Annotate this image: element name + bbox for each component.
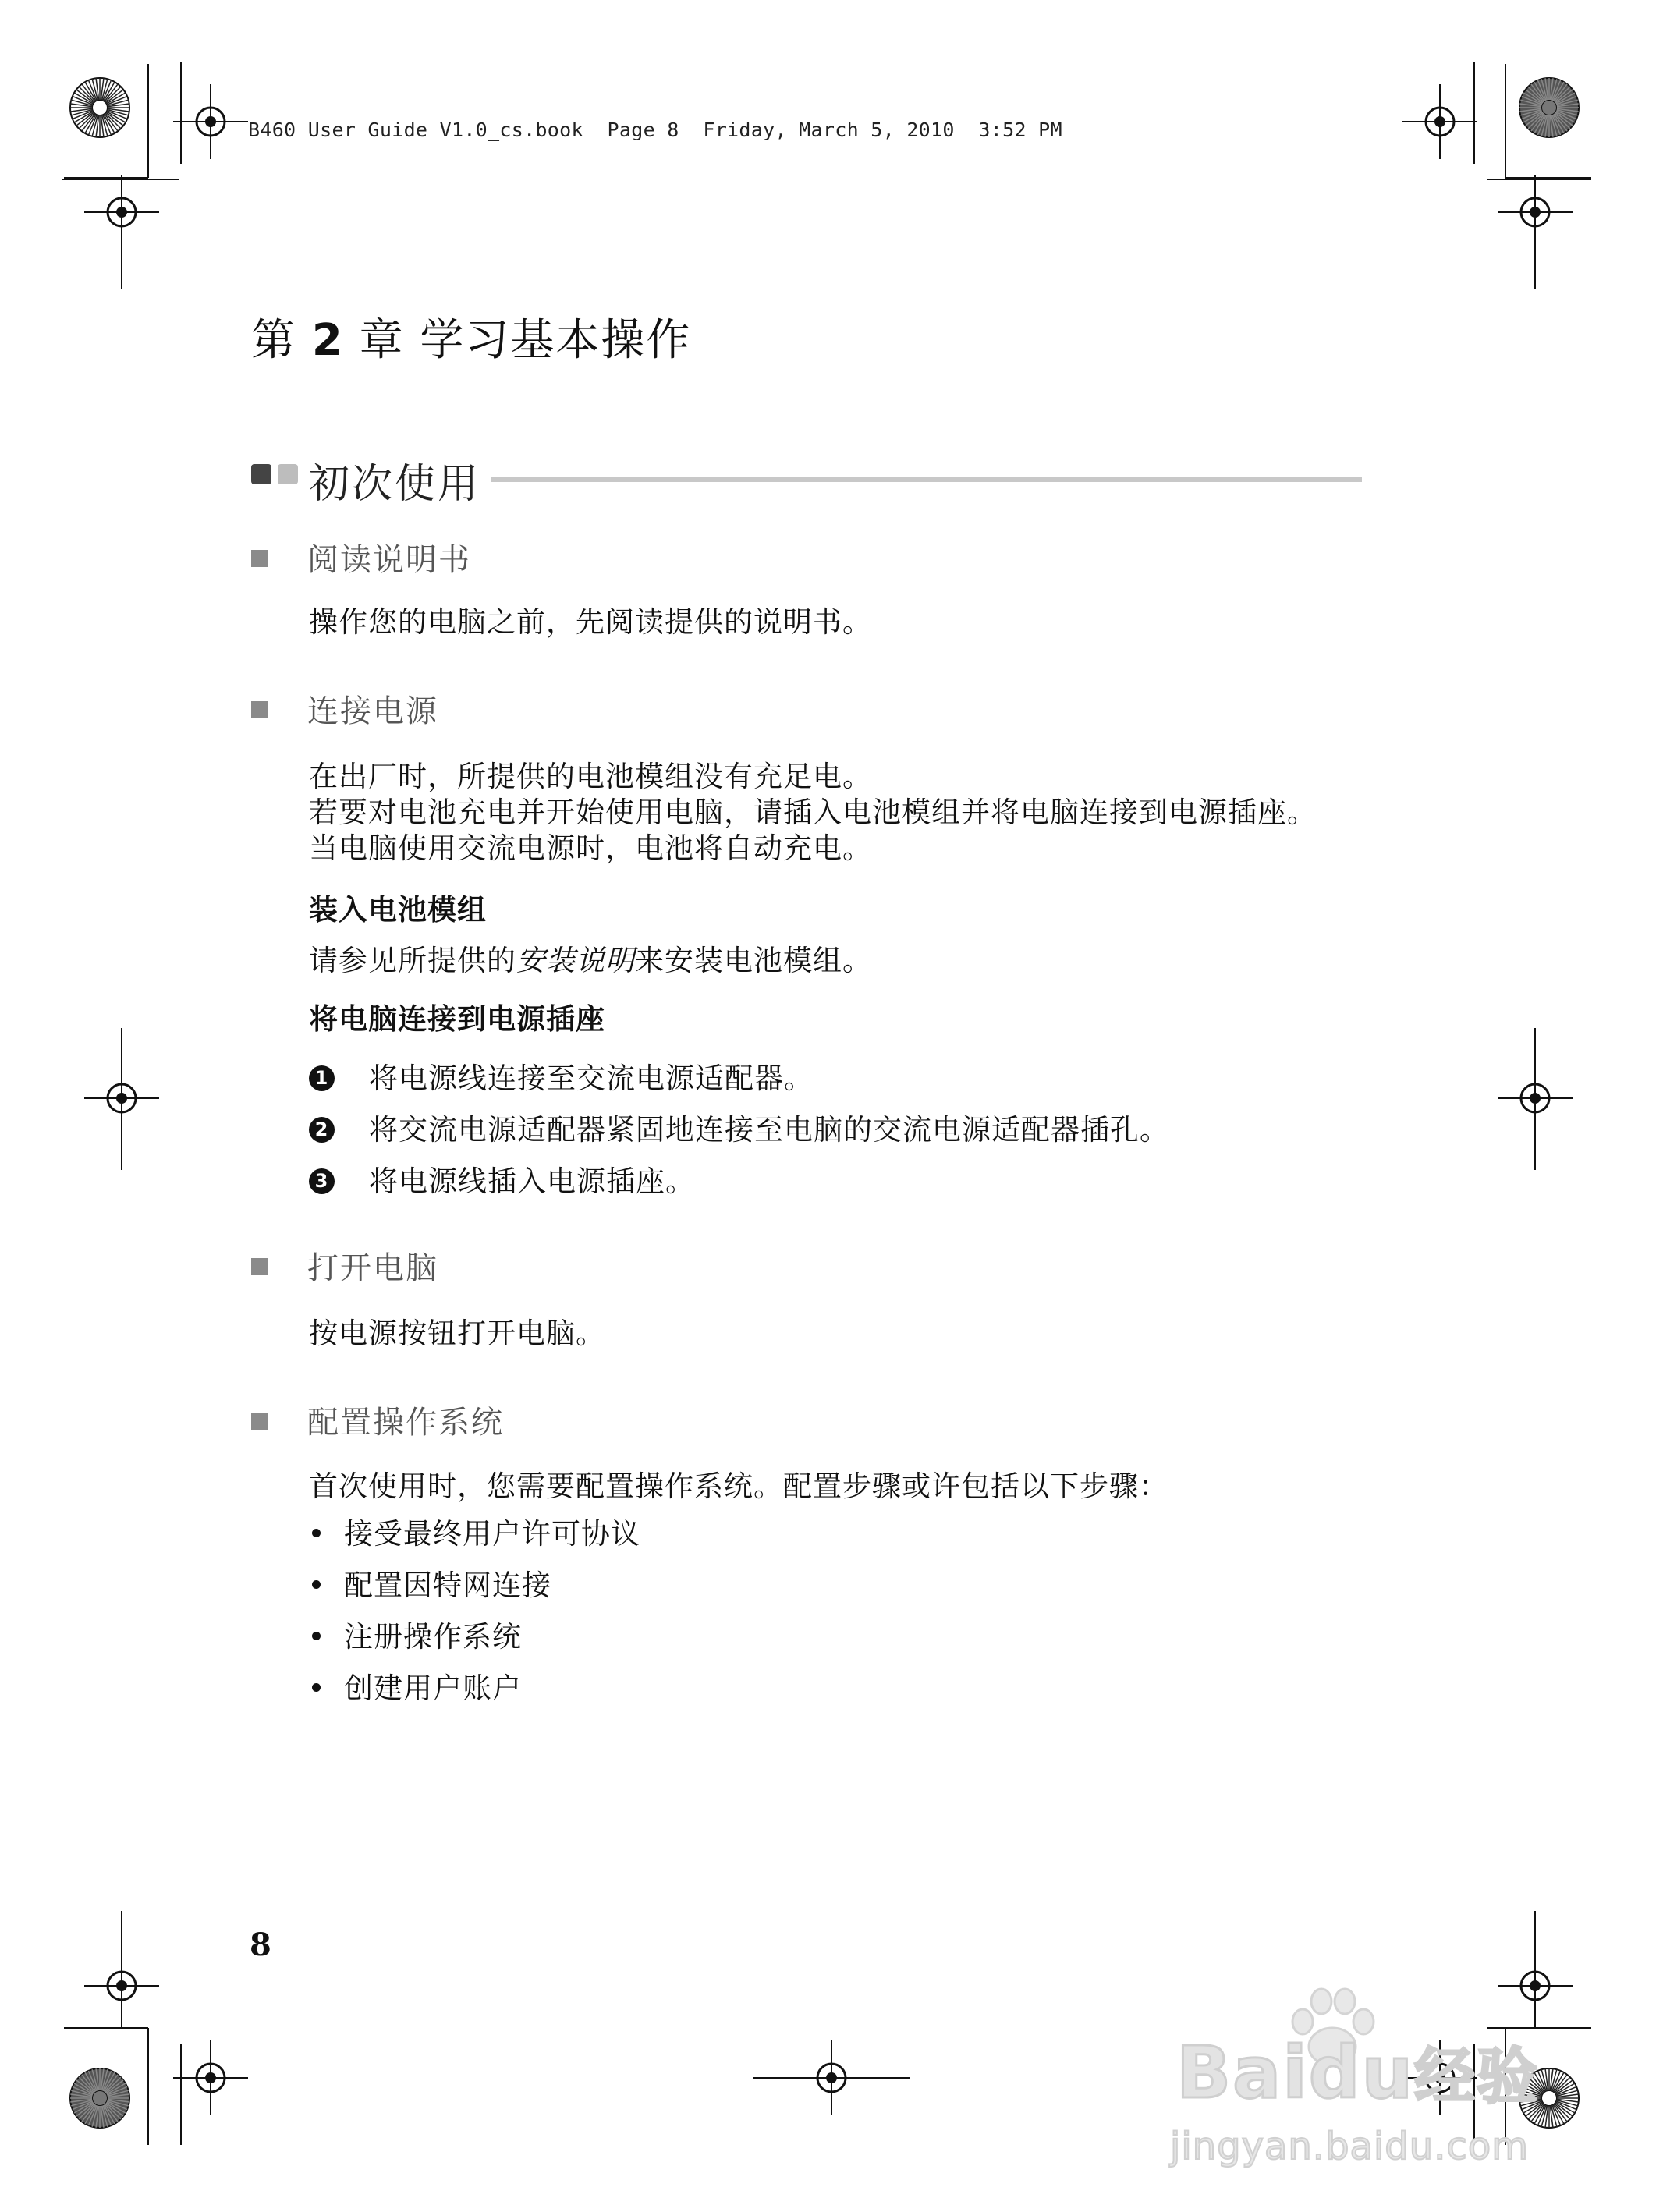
square-bullet-icon: [251, 550, 268, 567]
step-text: 将交流电源适配器紧固地连接至电脑的交流电源适配器插孔。: [369, 1113, 1169, 1147]
section-rule: [485, 477, 1362, 482]
watermark-url: jingyan.baidu.com: [1170, 2125, 1529, 2168]
color-wheel-center: [1542, 101, 1557, 115]
step-text: 将电源线连接至交流电源适配器。: [369, 1062, 814, 1095]
bullet-dot-icon: [312, 1683, 321, 1692]
registration-mark-dot: [205, 116, 216, 127]
install-battery-heading: 装入电池模组: [309, 893, 487, 927]
subheading-text: 阅读说明书: [307, 542, 471, 578]
list-item-text: 配置因特网连接: [344, 1569, 551, 1602]
step-number-icon: 1: [309, 1065, 335, 1091]
chapter-prefix: 第: [251, 315, 296, 366]
baidu-jingyan-watermark: [1168, 1987, 1605, 2175]
list-item: [312, 1510, 640, 1552]
section-title: 初次使用: [309, 451, 491, 509]
bullet-dot-icon: [312, 1580, 321, 1589]
book-header-line: B460 User Guide V1.0_cs.book Page 8 Friday, March 5, 2010 3:52 PM: [248, 119, 1062, 141]
subheading-read-manual: [251, 535, 471, 580]
color-wheel-center: [93, 101, 108, 115]
install-battery-text-after: 来安装电池模组。: [635, 944, 872, 977]
connect-power-line-2: 若要对电池充电并开始使用电脑，请插入电池模组并将电脑连接到电源插座。: [309, 796, 1317, 829]
list-item-text: 创建用户账户: [344, 1671, 522, 1705]
connect-power-line-1: 在出厂时，所提供的电池模组没有充足电。: [309, 760, 872, 793]
step-number-icon: 2: [309, 1117, 335, 1143]
install-battery-text-before: 请参见所提供的: [309, 944, 516, 977]
subheading-text: 连接电源: [307, 693, 438, 729]
connect-outlet-heading: 将电脑连接到电源插座: [309, 1002, 605, 1036]
subheading-power-on: [251, 1243, 438, 1288]
step-item: [309, 1106, 1169, 1148]
list-item-text: 注册操作系统: [344, 1620, 522, 1654]
chapter-title: [251, 306, 691, 368]
list-item: [312, 1664, 522, 1707]
step-text: 将电源线插入电源插座。: [369, 1164, 695, 1198]
color-wheel-center: [93, 2091, 108, 2106]
page-number: 8: [250, 1927, 271, 1963]
brand-cn: 经验: [1414, 2042, 1540, 2112]
brand-latin: Bai: [1176, 2031, 1309, 2115]
chapter-number: 2: [311, 315, 344, 366]
registration-mark-dot: [1434, 116, 1445, 127]
power-on-text: 按电源按钮打开电脑。: [309, 1317, 605, 1350]
square-bullet-icon: [251, 701, 268, 718]
list-item: [312, 1613, 522, 1655]
subheading-configure-os: [251, 1398, 504, 1442]
connect-power-line-3: 当电脑使用交流电源时，电池将自动充电。: [309, 831, 872, 865]
subheading-text: 配置操作系统: [307, 1405, 504, 1441]
square-bullet-icon: [251, 1258, 268, 1275]
configure-os-text: 首次使用时，您需要配置操作系统。配置步骤或许包括以下步骤：: [309, 1469, 1168, 1503]
watermark-brand: [1176, 2028, 1539, 2115]
bullet-dot-icon: [312, 1529, 321, 1537]
chapter-suffix: 章: [359, 315, 405, 366]
install-guide-title: 安装说明: [516, 944, 635, 977]
subheading-text: 打开电脑: [307, 1250, 438, 1286]
subheading-connect-power: [251, 686, 438, 731]
section-square-dark-icon: [251, 464, 271, 484]
brand-du: du: [1308, 2031, 1415, 2115]
section-heading: [251, 451, 1362, 508]
step-number-icon: 3: [309, 1168, 335, 1194]
section-square-light-icon: [278, 464, 298, 484]
read-manual-text: 操作您的电脑之前，先阅读提供的说明书。: [309, 605, 872, 639]
bullet-dot-icon: [312, 1632, 321, 1640]
step-item: [309, 1055, 814, 1097]
list-item-text: 接受最终用户许可协议: [344, 1517, 640, 1551]
square-bullet-icon: [251, 1413, 268, 1430]
list-item: [312, 1562, 551, 1604]
install-battery-text: [309, 941, 872, 980]
chapter-name: 学习基本操作: [420, 315, 692, 366]
registration-mark-dot: [205, 2072, 216, 2083]
step-item: [309, 1157, 695, 1200]
